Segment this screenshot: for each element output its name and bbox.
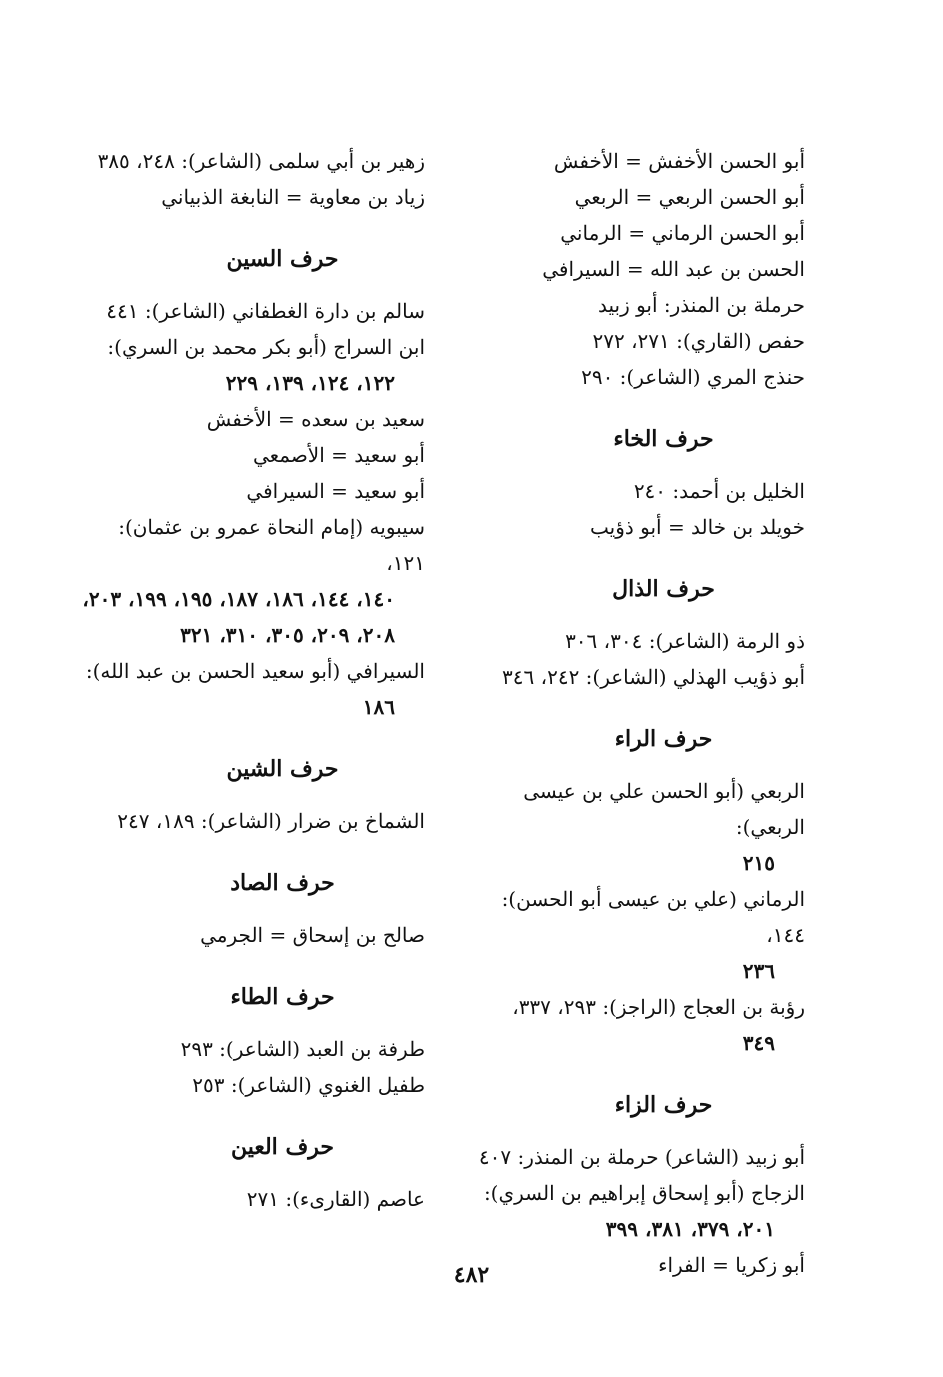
index-entry [80,509,425,653]
entry-text: طرفة بن العبد (الشاعر): ٢٩٣ [180,1037,425,1061]
entry-text: سعيد بن سعده = الأخفش [206,407,425,431]
index-entry: خويلد بن خالد = أبو ذؤيب [590,515,805,539]
index-entry: أبو ذؤيب الهذلي (الشاعر): ٢٤٢، ٣٤٦ [502,665,805,689]
index-entry [80,1181,425,1217]
index-entry: الخليل بن أحمد: ٢٤٠ [633,479,805,503]
index-entry [80,401,425,437]
entry-text: صالح بن إسحاق = الجرمي [200,923,425,947]
entry-pages: ٣٤٩ [742,1031,775,1055]
section-heading-ta: حرف الطاء [230,984,335,1010]
section-heading-sad: حرف الصاد [230,870,335,896]
section-heading-kha: حرف الخاء [613,426,714,452]
index-entry [80,1067,425,1103]
section-heading-ayn: حرف العين [230,1134,335,1160]
right-column [462,143,805,1283]
index-entry [80,653,425,725]
section-heading-ra: حرف الراء [614,726,713,752]
entry-text: الشماخ بن ضرار (الشاعر): ١٨٩، ٢٤٧ [117,809,425,833]
page-number: ٤٨٢ [453,1262,490,1288]
entry-text: الزجاج (أبو إسحاق إبراهيم بن السري): [483,1181,805,1205]
index-entry [80,803,425,839]
index-entry [80,437,425,473]
entry-text: السيرافي (أبو سعيد الحسن بن عبد الله): [85,659,425,683]
index-entry: أبو الحسن الرماني = الرماني [560,221,805,245]
index-entry: ذو الرمة (الشاعر): ٣٠٤، ٣٠٦ [565,629,805,653]
index-entry [462,1175,805,1247]
entry-text: سيبويه (إمام النحاة عمرو بن عثمان): ١٢١، [118,515,425,575]
index-entry: حرملة بن المنذر: أبو زبيد [597,293,805,317]
index-entry: حفص (القاري): ٢٧١، ٢٧٢ [592,329,805,353]
entry-text: أبو زبيد (الشاعر) حرملة بن المنذر: ٤٠٧ [478,1145,805,1169]
entry-pages: ٢٠١، ٣٧٩، ٣٨١، ٣٩٩ [605,1217,775,1241]
entry-text: ابن السراج (أبو بكر محمد بن السري): [107,335,425,359]
entry-text: طفيل الغنوي (الشاعر): ٢٥٣ [192,1073,425,1097]
section-heading-shin: حرف الشين [226,756,339,782]
index-entry [80,329,425,401]
index-entry [80,1031,425,1067]
index-entry: زياد بن معاوية = النابغة الذبياني [161,185,425,209]
entry-text: أبو سعيد = السيرافي [246,479,425,503]
entry-text: الرماني (علي بن عيسى أبو الحسن): ١٤٤، [501,887,805,947]
index-entry: زهير بن أبي سلمى (الشاعر): ٢٤٨، ٣٨٥ [97,149,425,173]
entry-pages: ٢٣٦ [742,959,775,983]
entry-pages: ١٤٠، ١٤٤، ١٨٦، ١٨٧، ١٩٥، ١٩٩، ٢٠٣، ٢٠٨، ٢٠٩، ٣٠٥، ٣١٠، ٣٢١ [82,587,395,647]
index-entry: أبو الحسن الربعي = الربعي [574,185,805,209]
entry-pages: ١٨٦ [362,695,395,719]
index-entry [80,473,425,509]
entry-text: سالم بن دارة الغطفاني (الشاعر): ٤٤١ [106,299,425,323]
entry-text: الربعي (أبو الحسن علي بن عيسى الربعي): [523,779,805,839]
index-entry [80,293,425,329]
index-entry [462,773,805,881]
section-heading-zay: حرف الزاء [614,1092,713,1118]
entry-pages: ١٢٢، ١٢٤، ١٣٩، ٢٢٩ [225,371,395,395]
index-entry: أبو الحسن الأخفش = الأخفش [553,149,805,173]
entry-pages: ٢١٥ [742,851,775,875]
index-entry: حنذج المري (الشاعر): ٢٩٠ [581,365,805,389]
entry-text: عاصم (القارىء): ٢٧١ [246,1187,425,1211]
index-entry [80,917,425,953]
entry-text: أبو زكريا = الفراء [658,1253,805,1277]
index-entry [462,989,805,1061]
left-column [80,143,425,1217]
index-entry [462,1139,805,1175]
section-heading-dhal: حرف الذال [612,576,715,602]
entry-text: أبو سعيد = الأصمعي [252,443,425,467]
section-heading-sin: حرف السين [226,246,339,272]
index-entry [462,881,805,989]
index-entry: الحسن بن عبد الله = السيرافي [542,257,805,281]
entry-text: رؤبة بن العجاج (الراجز): ٢٩٣، ٣٣٧، [512,995,805,1019]
